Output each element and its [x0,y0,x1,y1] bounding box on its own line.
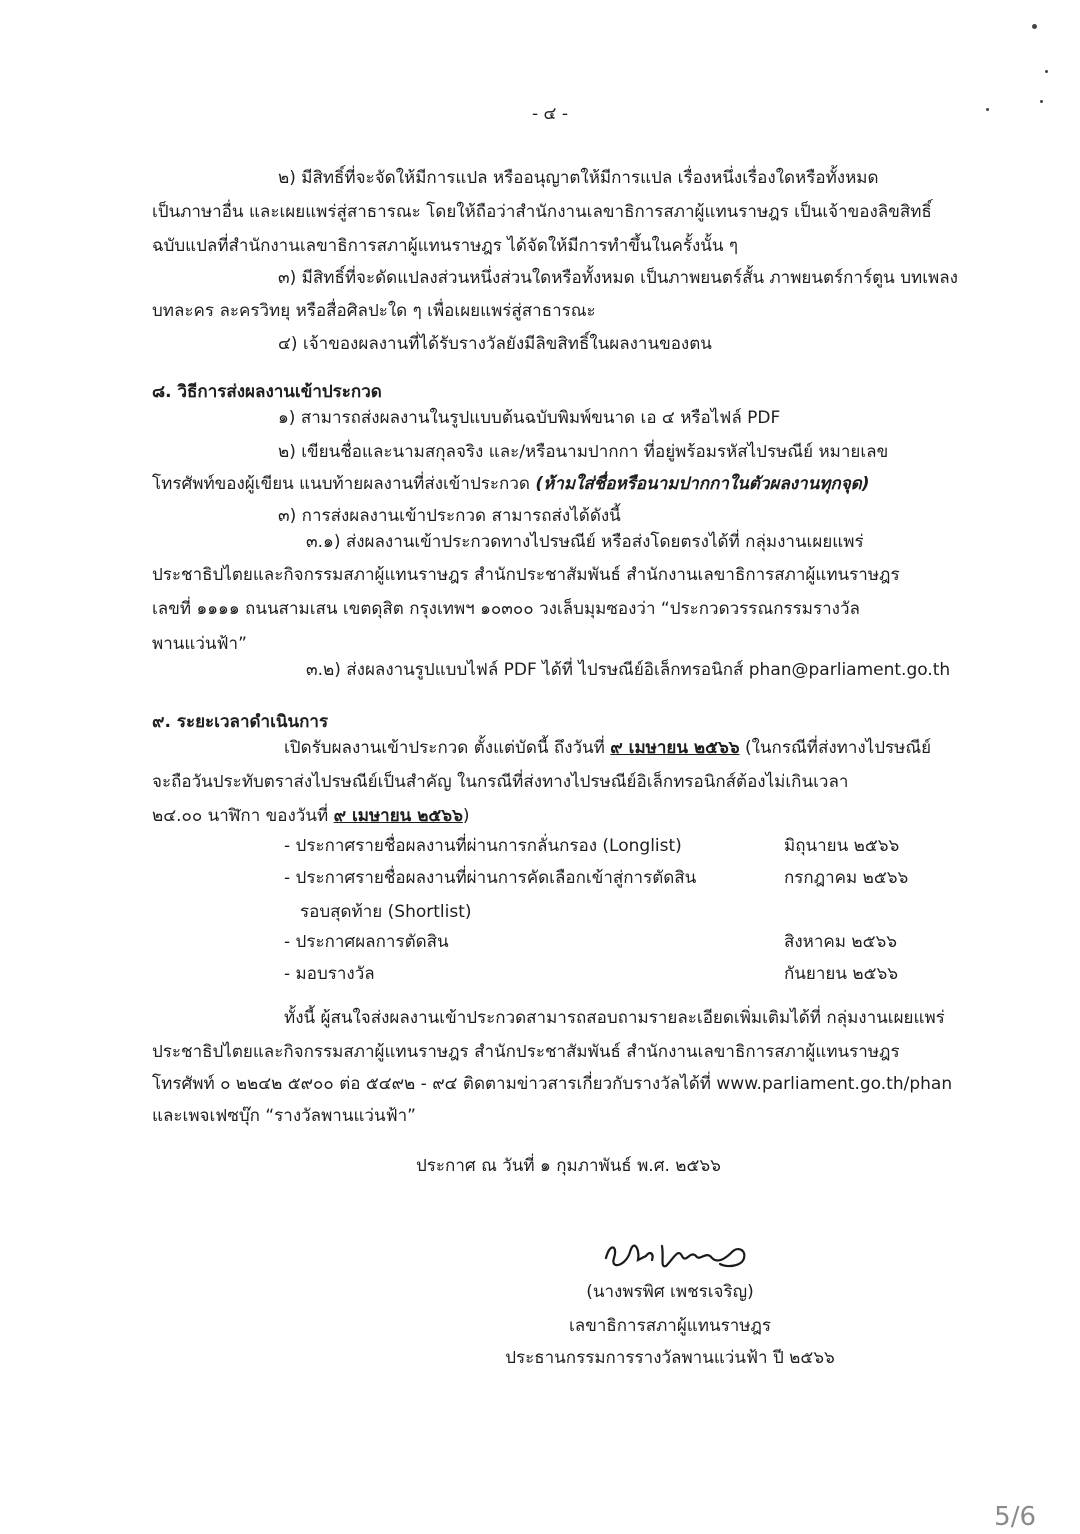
section-8-item-2-warning: (ห้ามใส่ชื่อหรือนามปากกาในตัวผลงานทุกจุด) [535,474,870,494]
section-9-para-line-1 [284,736,931,760]
section-8-heading: ๘. วิธีการส่งผลงานเข้าประกวด [152,382,382,402]
rights-item-2-line-1: ๒) มีสิทธิ์ที่จะจัดให้มีการแปล หรืออนุญาตให้มีการแปล เรื่องหนึ่งเรื่องใดหรือทั้งหมด [278,168,879,188]
closing-line-1: ทั้งนี้ ผู้สนใจส่งผลงานเข้าประกวดสามารถสอบถามรายละเอียดเพิ่มเติมได้ที่ กลุ่มงานเผยแพร่ [284,1008,945,1028]
section-8-item-2-text: โทรศัพท์ของผู้เขียน แนบท้ายผลงานที่ส่งเข้าประกวด [152,474,536,494]
schedule-event-longlist: - ประกาศรายชื่อผลงานที่ผ่านการกลั่นกรอง (Longlist) [284,836,682,856]
schedule-date-longlist: มิถุนายน ๒๕๖๖ [784,836,900,856]
rights-item-3-line-2: บทละคร ละครวิทยุ หรือสื่อศิลปะใด ๆ เพื่อเผยแพร่สู่สาธารณะ [152,301,596,321]
closing-line-2: ประชาธิปไตยและกิจกรรมสภาผู้แทนราษฎร สำนักประชาสัมพันธ์ สำนักงานเลขาธิการสภาผู้แทนราษฎร [152,1042,900,1062]
deadline-date: ๙ เมษายน ๒๕๖๖ [333,806,463,826]
rights-item-2-line-2: เป็นภาษาอื่น และเผยแพร่สู่สาธารณะ โดยให้ถือว่าสำนักงานเลขาธิการสภาผู้แทนราษฎร เป็นเจ้าของลิขสิทธิ์ [152,202,932,222]
schedule-event-award: - มอบรางวัล [284,964,375,984]
section-9-para-line-3 [152,804,470,828]
schedule-event-shortlist-cont: รอบสุดท้าย (Shortlist) [300,902,472,922]
schedule-date-shortlist: กรกฎาคม ๒๕๖๖ [784,868,909,888]
section-8-item-3-1-line-1: ๓.๑) ส่งผลงานเข้าประกวดทางไปรษณีย์ หรือส่งโดยตรงได้ที่ กลุ่มงานเผยแพร่ [306,532,864,552]
scan-speck [1045,70,1048,73]
page-number: - ๔ - [532,104,568,124]
scan-speck [1032,24,1037,29]
page-counter: 5/6 [994,1502,1036,1532]
schedule-date-award: กันยายน ๒๕๖๖ [784,964,899,984]
schedule-event-results: - ประกาศผลการตัดสิน [284,932,449,952]
signatory-title-2: ประธานกรรมการรางวัลพานแว่นฟ้า ปี ๒๕๖๖ [505,1348,835,1368]
section-8-item-2-line-1: ๒) เขียนชื่อและนามสกุลจริง และ/หรือนามปากกา ที่อยู่พร้อมรหัสไปรษณีย์ หมายเลข [278,442,889,462]
signatory-title-1: เลขาธิการสภาผู้แทนราษฎร [568,1316,772,1336]
section-8-item-3: ๓) การส่งผลงานเข้าประกวด สามารถส่งได้ดังนี้ [278,506,621,526]
closing-line-4: และเพจเฟซบุ๊ก “รางวัลพานแว่นฟ้า” [152,1106,416,1126]
signature [600,1228,760,1278]
schedule-date-results: สิงหาคม ๒๕๖๖ [784,932,898,952]
rights-item-4: ๔) เจ้าของผลงานที่ได้รับรางวัลยังมีลิขสิทธิ์ในผลงานของตน [278,334,712,354]
section-9-heading: ๙. ระยะเวลาดำเนินการ [152,712,329,732]
deadline-date: ๙ เมษายน ๒๕๖๖ [610,738,740,758]
announcement-date: ประกาศ ณ วันที่ ๑ กุมภาพันธ์ พ.ศ. ๒๕๖๖ [416,1156,721,1176]
section-8-item-3-1-line-4: พานแว่นฟ้า” [152,634,247,654]
scan-speck [986,108,989,111]
section-9-para-line-2: จะถือวันประทับตราส่งไปรษณีย์เป็นสำคัญ ในกรณีที่ส่งทางไปรษณีย์อิเล็กทรอนิกส์ต้องไม่เกินเวลา [152,772,849,792]
section-9-para-text: ๒๔.๐๐ นาฬิกา ของวันที่ [152,806,334,826]
section-8-item-3-2: ๓.๒) ส่งผลงานรูปแบบไฟล์ PDF ได้ที่ ไปรษณีย์อิเล็กทรอนิกส์ phan@parliament.go.th [306,660,951,680]
section-9-para-text: เปิดรับผลงานเข้าประกวด ตั้งแต่บัดนี้ ถึงวันที่ [284,738,611,758]
section-9-para-text: (ในกรณีที่ส่งทางไปรษณีย์ [739,738,932,758]
section-8-item-1: ๑) สามารถส่งผลงานในรูปแบบต้นฉบับพิมพ์ขนาด เอ ๔ หรือไฟล์ PDF [278,408,781,428]
rights-item-2-line-3: ฉบับแปลที่สำนักงานเลขาธิการสภาผู้แทนราษฎร ได้จัดให้มีการทำขึ้นในครั้งนั้น ๆ [152,236,739,256]
section-8-item-3-1-line-3: เลขที่ ๑๑๑๑ ถนนสามเสน เขตดุสิต กรุงเทพฯ ๑๐๓๐๐ วงเล็บมุมซองว่า “ประกวดวรรณกรรมรางวัล [152,599,860,619]
signatory-name: (นางพรพิศ เพชรเจริญ) [586,1282,754,1302]
section-9-para-text: ) [462,806,470,826]
closing-line-3: โทรศัพท์ ๐ ๒๒๔๒ ๕๙๐๐ ต่อ ๕๔๙๒ - ๙๔ ติดตามข่าวสารเกี่ยวกับรางวัลได้ที่ www.parliament.go.th/phan [152,1074,953,1094]
rights-item-3-line-1: ๓) มีสิทธิ์ที่จะดัดแปลงส่วนหนึ่งส่วนใดหรือทั้งหมด เป็นภาพยนตร์สั้น ภาพยนตร์การ์ตูน บทเพลง [278,268,958,288]
section-8-item-3-1-line-2: ประชาธิปไตยและกิจกรรมสภาผู้แทนราษฎร สำนักประชาสัมพันธ์ สำนักงานเลขาธิการสภาผู้แทนราษฎร [152,565,900,585]
section-8-item-2-line-2 [152,472,869,496]
scan-speck [1040,100,1043,103]
schedule-event-shortlist: - ประกาศรายชื่อผลงานที่ผ่านการคัดเลือกเข้าสู่การตัดสิน [284,868,697,888]
